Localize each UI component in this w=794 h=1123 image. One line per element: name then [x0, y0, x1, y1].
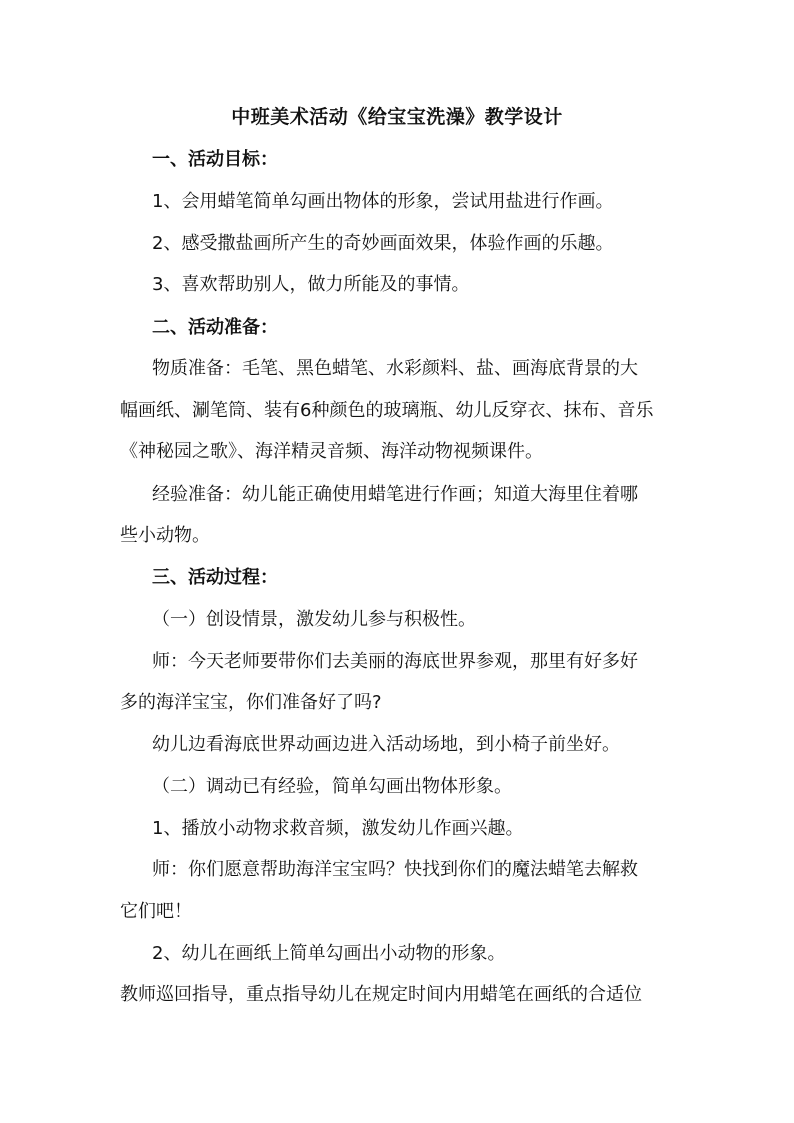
part2-step-1: 1、播放小动物求救音频，激发幼儿作画兴趣。: [152, 818, 524, 839]
part1-teacher-line-2: 多的海洋宝宝，你们准备好了吗?: [120, 692, 382, 713]
part1-children-line: 幼儿边看海底世界动画边进入活动场地，到小椅子前坐好。: [152, 734, 620, 755]
goal-item-3: 3、喜欢帮助别人，做力所能及的事情。: [152, 274, 470, 295]
part2-guidance-line: 教师巡回指导，重点指导幼儿在规定时间内用蜡笔在画纸的合适位: [120, 984, 642, 1005]
part2-step-2: 2、幼儿在画纸上简单勾画出小动物的形象。: [152, 943, 506, 964]
materials-line-2: 幅画纸、涮笔筒、装有6种颜色的玻璃瓶、幼儿反穿衣、抹布、音乐: [120, 400, 654, 421]
part2-teacher-line-2: 它们吧！: [120, 901, 192, 922]
goal-item-1: 1、会用蜡笔简单勾画出物体的形象，尝试用盐进行作画。: [152, 191, 614, 212]
materials-line-1: 物质准备：毛笔、黑色蜡笔、水彩颜料、盐、画海底背景的大: [152, 358, 638, 379]
part2-title: （二）调动已有经验，简单勾画出物体形象。: [152, 776, 512, 797]
document-title: 中班美术活动《给宝宝洗澡》教学设计: [231, 106, 563, 128]
goal-item-2: 2、感受撒盐画所产生的奇妙画面效果，体验作画的乐趣。: [152, 233, 614, 254]
materials-line-3: 《神秘园之歌》、海洋精灵音频、海洋动物视频课件。: [120, 441, 543, 462]
part1-title: （一）创设情景，激发幼儿参与积极性。: [152, 609, 476, 630]
section-heading-preparation: 二、活动准备：: [152, 317, 278, 338]
part2-teacher-line-1: 师：你们愿意帮助海洋宝宝吗？快找到你们的魔法蜡笔去解救: [152, 859, 638, 880]
experience-line-2: 些小动物。: [120, 525, 210, 546]
experience-line-1: 经验准备：幼儿能正确使用蜡笔进行作画；知道大海里住着哪: [152, 484, 638, 505]
section-heading-goals: 一、活动目标：: [152, 149, 278, 170]
section-heading-process: 三、活动过程：: [152, 567, 278, 588]
part1-teacher-line-1: 师：今天老师要带你们去美丽的海底世界参观，那里有好多好: [152, 651, 638, 672]
